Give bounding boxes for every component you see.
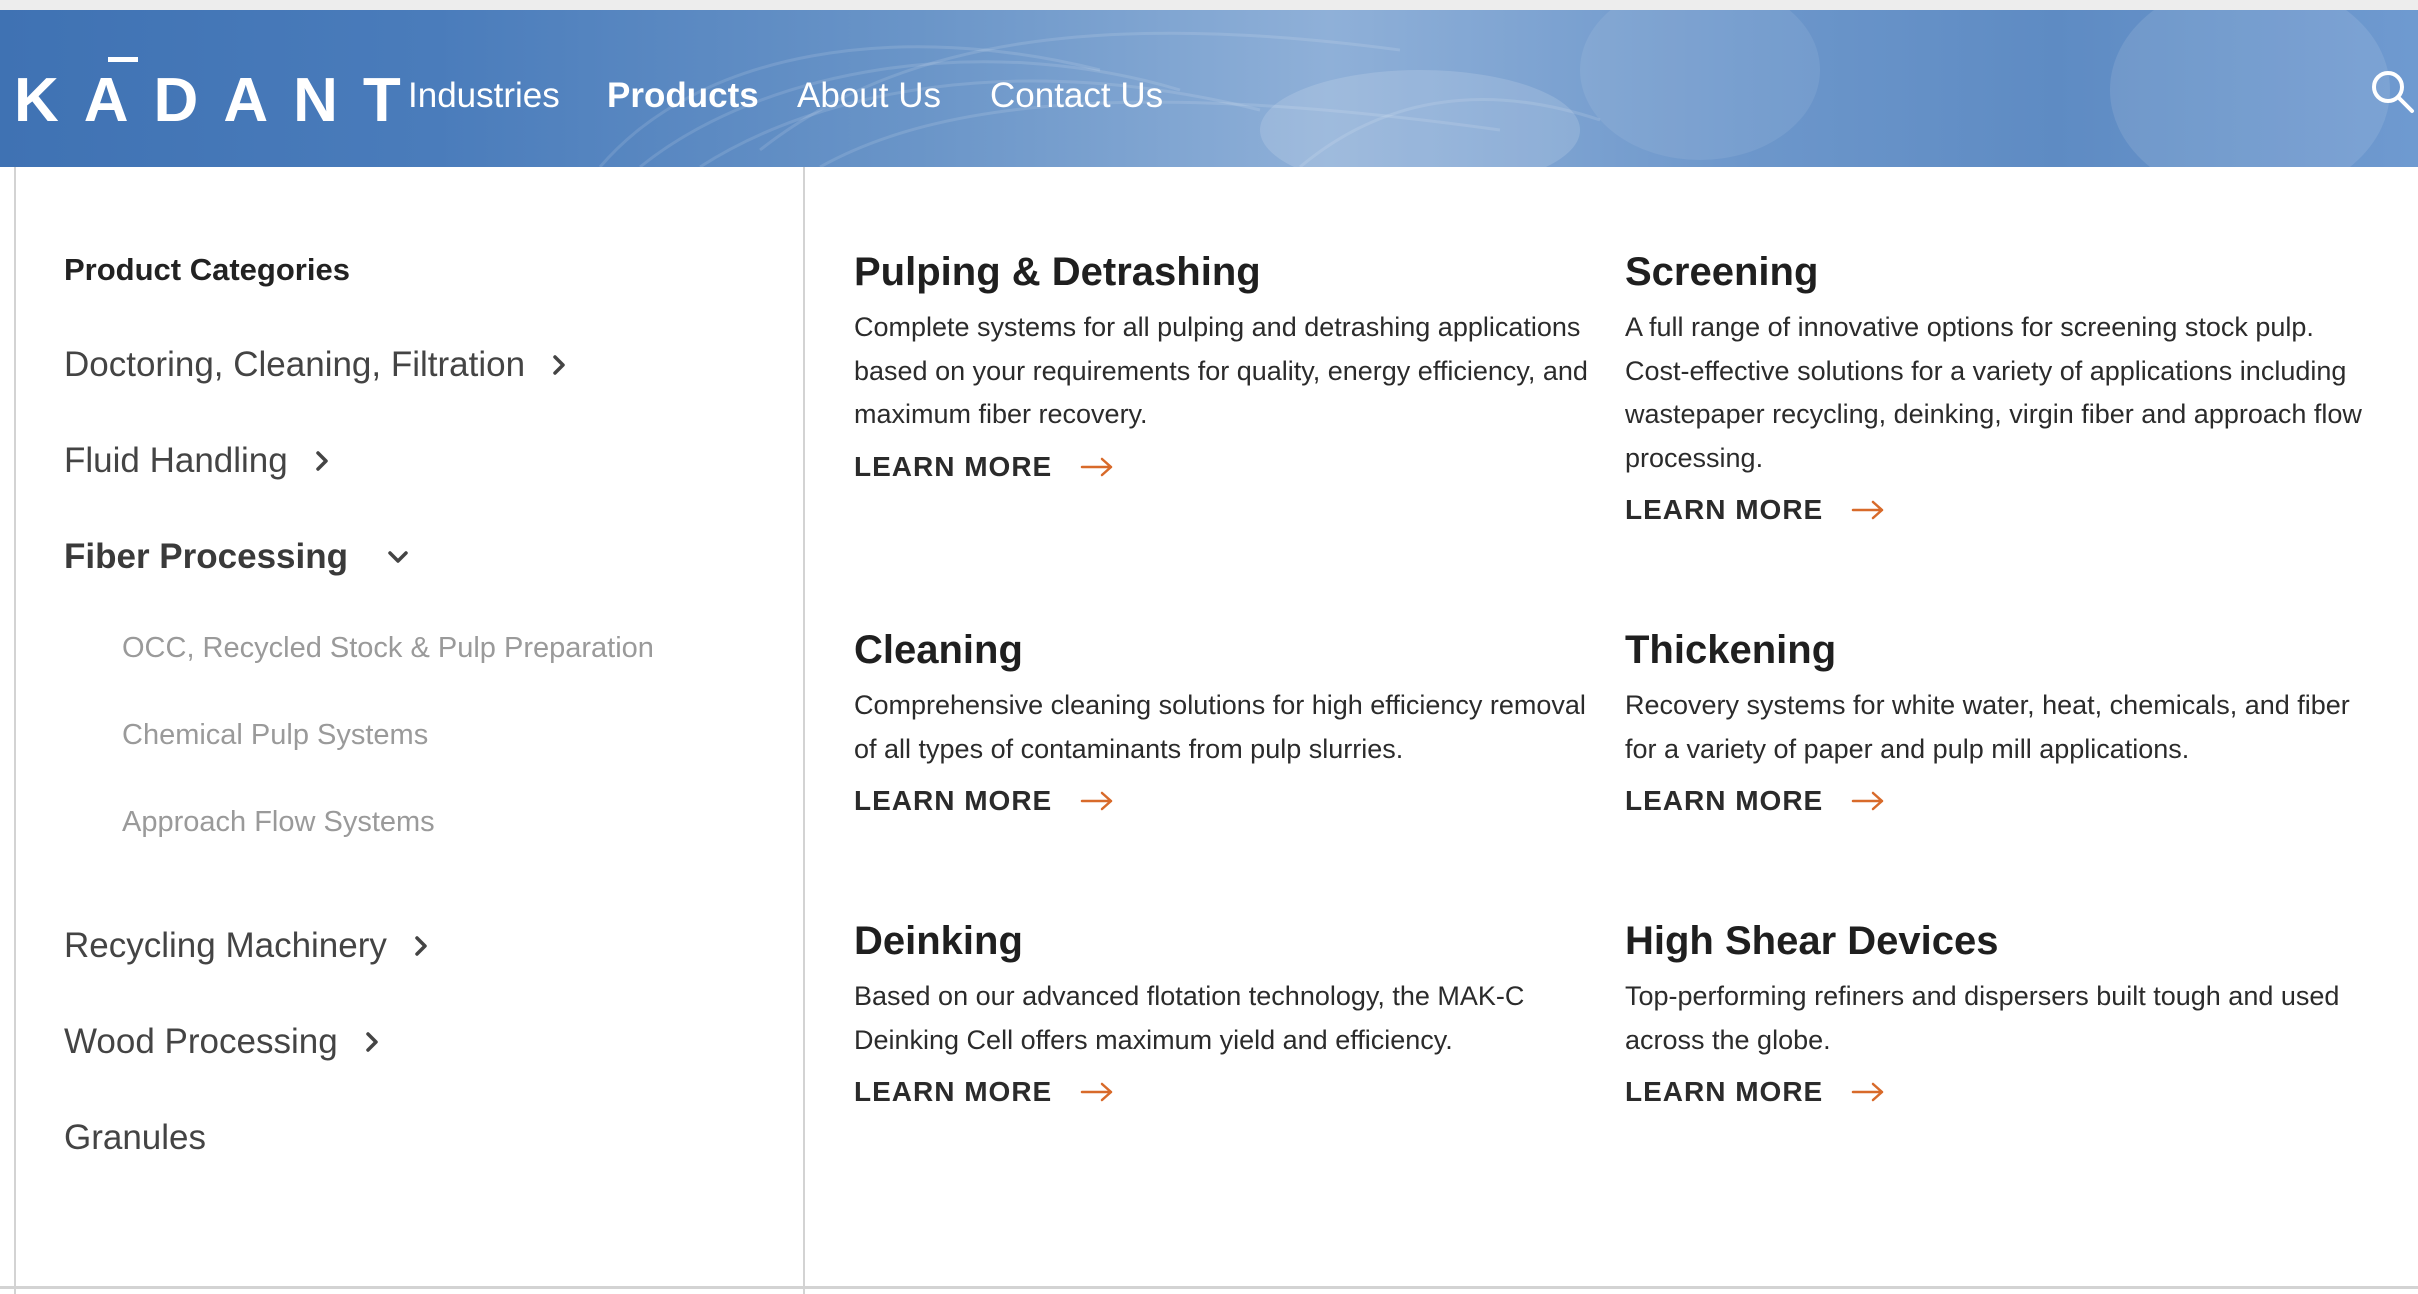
- learn-more-label: LEARN MORE: [1625, 785, 1824, 816]
- learn-more-label: LEARN MORE: [854, 1076, 1053, 1107]
- card-title: Screening: [1625, 250, 1819, 294]
- nav-contact-us[interactable]: Contact Us: [990, 76, 1164, 115]
- chevron-down-icon: [386, 545, 410, 569]
- search-icon[interactable]: [2368, 67, 2418, 117]
- arrow-right-icon: [1851, 791, 1885, 811]
- product-card-high-shear-devices: [1625, 917, 2385, 1112]
- product-card-screening: [1625, 248, 2385, 530]
- kadant-logo[interactable]: [14, 57, 426, 135]
- chevron-right-icon: [409, 934, 433, 958]
- card-title: Cleaning: [854, 628, 1023, 672]
- arrow-right-icon: [1080, 457, 1114, 477]
- category-doctoring-cleaning-filtration[interactable]: [64, 343, 571, 387]
- card-description: Based on our advanced flotation technology, the MAK-C Deinking Cell offers maximum yield and efficiency.: [854, 981, 1525, 1055]
- subcategory-chemical-pulp-systems[interactable]: Chemical Pulp Systems: [122, 719, 429, 751]
- category-label: Doctoring, Cleaning, Filtration: [64, 345, 526, 384]
- menu-left-border: [14, 167, 16, 1294]
- subcategory-occ-recycled-stock[interactable]: OCC, Recycled Stock & Pulp Preparation: [122, 632, 654, 664]
- logo-macron: [108, 57, 138, 62]
- card-title: Thickening: [1625, 628, 1837, 672]
- category-wood-processing[interactable]: [64, 1020, 384, 1064]
- learn-more-link[interactable]: [854, 781, 1594, 821]
- learn-more-link[interactable]: [854, 1072, 1594, 1112]
- card-title: Deinking: [854, 919, 1023, 963]
- category-label: Fiber Processing: [64, 537, 348, 576]
- nav-industries[interactable]: Industries: [408, 76, 560, 115]
- chevron-right-icon: [547, 353, 571, 377]
- subcategory-approach-flow-systems[interactable]: Approach Flow Systems: [122, 806, 435, 838]
- menu-bottom-border: [0, 1286, 2418, 1289]
- card-description: Top-performing refiners and dispersers built tough and used across the globe.: [1625, 981, 2340, 1055]
- category-fiber-processing[interactable]: [64, 535, 410, 579]
- nav-products[interactable]: Products: [607, 76, 759, 115]
- site-header: [0, 10, 2418, 167]
- chevron-right-icon: [310, 449, 334, 473]
- card-description: Complete systems for all pulping and detrashing applications based on your requirements for quality, energy efficiency, and maximum fiber recovery.: [854, 312, 1588, 429]
- learn-more-link[interactable]: [1625, 1072, 2385, 1112]
- card-description: Recovery systems for white water, heat, chemicals, and fiber for a variety of paper and pulp mill applications.: [1625, 690, 2350, 764]
- logo-text: KADANT: [14, 66, 426, 135]
- product-card-thickening: [1625, 626, 2385, 821]
- card-description: Comprehensive cleaning solutions for high efficiency removal of all types of contaminants from pulp slurries.: [854, 690, 1586, 764]
- category-granules[interactable]: [64, 1116, 206, 1160]
- category-fluid-handling[interactable]: [64, 439, 334, 483]
- nav-about-us[interactable]: About Us: [797, 76, 941, 115]
- top-strip: [0, 0, 2418, 10]
- learn-more-link[interactable]: [854, 447, 1594, 487]
- arrow-right-icon: [1080, 1082, 1114, 1102]
- card-title: Pulping & Detrashing: [854, 250, 1261, 294]
- product-categories-heading: Product Categories: [64, 252, 350, 287]
- product-card-deinking: [854, 917, 1594, 1112]
- category-label: Granules: [64, 1118, 207, 1157]
- chevron-right-icon: [360, 1030, 384, 1054]
- learn-more-label: LEARN MORE: [1625, 1076, 1824, 1107]
- arrow-right-icon: [1851, 500, 1885, 520]
- arrow-right-icon: [1851, 1082, 1885, 1102]
- category-label: Fluid Handling: [64, 441, 288, 480]
- learn-more-label: LEARN MORE: [1625, 494, 1824, 525]
- card-description: A full range of innovative options for screening stock pulp. Cost-effective solutions for a variety of applications including wastepaper recycling, deinking, virgin fiber and approach flow processing.: [1625, 312, 2362, 473]
- product-card-cleaning: [854, 626, 1594, 821]
- arrow-right-icon: [1080, 791, 1114, 811]
- learn-more-link[interactable]: [1625, 781, 2385, 821]
- card-title: High Shear Devices: [1625, 919, 1999, 963]
- category-recycling-machinery[interactable]: [64, 924, 433, 968]
- learn-more-label: LEARN MORE: [854, 785, 1053, 816]
- category-label: Wood Processing: [64, 1022, 338, 1061]
- learn-more-label: LEARN MORE: [854, 450, 1053, 482]
- category-label: Recycling Machinery: [64, 926, 387, 965]
- product-card-pulping-detrashing: [854, 248, 1594, 487]
- menu-divider: [803, 167, 805, 1294]
- learn-more-link[interactable]: [1625, 490, 2385, 530]
